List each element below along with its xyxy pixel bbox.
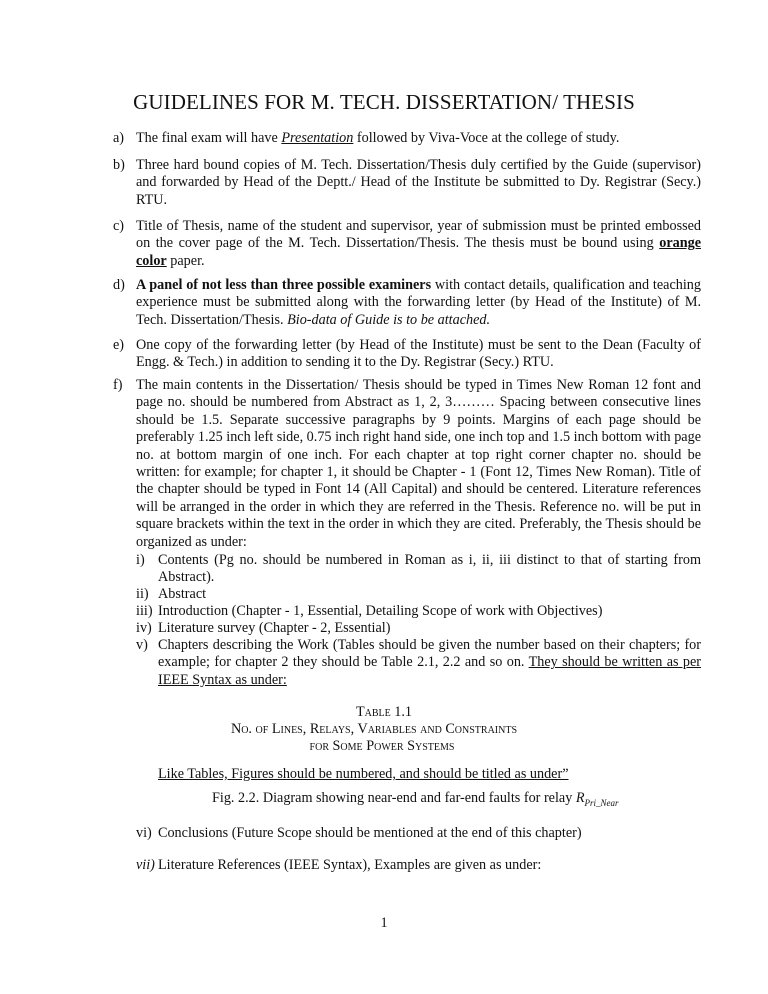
sub-text: Chapters describing the Work (Tables should be given the number based on their chapters; for example; for chapter 2 they should be Table 2.1, 2.2 and so on. They should be written as per IEEE Syntax as under: [158, 637, 702, 688]
table-caption-subtitle: for Some Power Systems [309, 738, 455, 754]
item-label: d) [113, 277, 125, 293]
sub-label: iv) [136, 620, 152, 636]
bold-orange-color: orange color [136, 235, 701, 269]
item-text: Title of Thesis, name of the student and supervisor, year of submission must be printed embossed on the cover page of the M. Tech. Dissertation/Thesis. The thesis must be bound using orange color paper. [136, 218, 701, 269]
table-caption-title: No. of Lines, Relays, Variables and Constraints [230, 721, 518, 737]
guideline-e [113, 337, 701, 372]
sub-text: Conclusions (Future Scope should be mentioned at the end of this chapter) [158, 825, 582, 841]
item-label: f) [113, 377, 123, 393]
sub-item-vii [136, 857, 701, 874]
guideline-d [113, 277, 701, 329]
sub-label: iii) [136, 603, 153, 619]
table-caption-label: Table 1.1 [355, 704, 413, 720]
item-label: e) [113, 337, 125, 353]
item-text: Three hard bound copies of M. Tech. Dissertation/Thesis duly certified by the Guide (supervisor) and forwarded by Head of the Deptt./ Head of the Institute be submitted to Dy. Registrar (Secy.) RTU. [136, 157, 701, 208]
emphasis-biodata: Bio-data of Guide is to be attached. [287, 311, 491, 328]
item-label: b) [113, 157, 125, 173]
guideline-f [113, 377, 701, 551]
figure-caption: Fig. 2.2. Diagram showing near-end and far-end faults for relay $R_{Pri\_Near}$ [212, 790, 619, 808]
item-text: The main contents in the Dissertation/ Thesis should be typed in Times New Roman 12 font and page no. should be numbered from Abstract as 1, 2, 3……… Spacing between consecutive lines should be 1.5. Separate successive paragraphs by 9 points. Margins of each page should be preferably 1.25 inch left side, 0.75 inch right hand side, one inch top and 1.5 inch bottom with page no. at bottom margin of one inch. For each chapter at top right corner chapter no. should be written: for example; for chapter 1, it should be Chapter - 1 (Font 12, Times New Roman). Title of the chapter should be typed in Font 14 (All Capital) and should be centered. Literature references will be arranged in the order in which they are referred in the Thesis. Reference no. will be put in square brackets within the text in the order in which they are cited. Preferably, the Thesis should be organized as under: [136, 377, 701, 550]
sub-item-i [136, 552, 701, 587]
emphasis-presentation: Presentation [281, 130, 354, 146]
page-title: GUIDELINES FOR M. TECH. DISSERTATION/ THESIS [133, 90, 635, 114]
sub-label: vi) [136, 825, 152, 841]
item-text: The final exam will have Presentation followed by Viva-Voce at the college of study. [136, 130, 620, 146]
sub-item-iv [136, 620, 701, 637]
sub-text: Literature References (IEEE Syntax), Examples are given as under: [158, 857, 542, 873]
sub-label: ii) [136, 586, 149, 602]
sub-label: i) [136, 552, 145, 568]
sub-text: Introduction (Chapter - 1, Essential, Detailing Scope of work with Objectives) [158, 603, 603, 619]
sub-item-iii [136, 603, 701, 620]
underline-ieee-syntax: They should be written as per IEEE Syntax as under: [158, 654, 702, 688]
page-number: 1 [380, 915, 388, 931]
guideline-a [113, 130, 701, 147]
sub-text: Literature survey (Chapter - 2, Essential) [158, 620, 391, 636]
item-text: A panel of not less than three possible examiners with contact details, qualification and teaching experience must be submitted along with the forwarding letter (by Head of the Institute) of M. Tech. Dissertation/Thesis. Bio-data of Guide is to be attached. [136, 277, 701, 328]
item-label: a) [113, 130, 125, 146]
sub-text: Abstract [158, 586, 207, 602]
sub-text: Contents (Pg no. should be numbered in Roman as i, ii, iii distinct to that of starting from Abstract). [158, 552, 701, 586]
sub-item-vi [136, 825, 701, 842]
sub-item-v [136, 637, 701, 689]
item-text: One copy of the forwarding letter (by Head of the Institute) must be sent to the Dean (Faculty of Engg. & Tech.) in addition to sending it to the Dy. Registrar (Secy.) RTU. [136, 337, 701, 371]
sub-item-ii [136, 586, 701, 603]
item-label: c) [113, 218, 125, 234]
bold-examiners: A panel of not less than three possible examiners [136, 277, 432, 293]
guideline-c [113, 218, 701, 270]
guideline-b [113, 157, 701, 209]
figure-note: Like Tables, Figures should be numbered, and should be titled as under” [158, 766, 569, 782]
sub-label: vii) [136, 857, 155, 873]
sub-label: v) [136, 637, 148, 653]
